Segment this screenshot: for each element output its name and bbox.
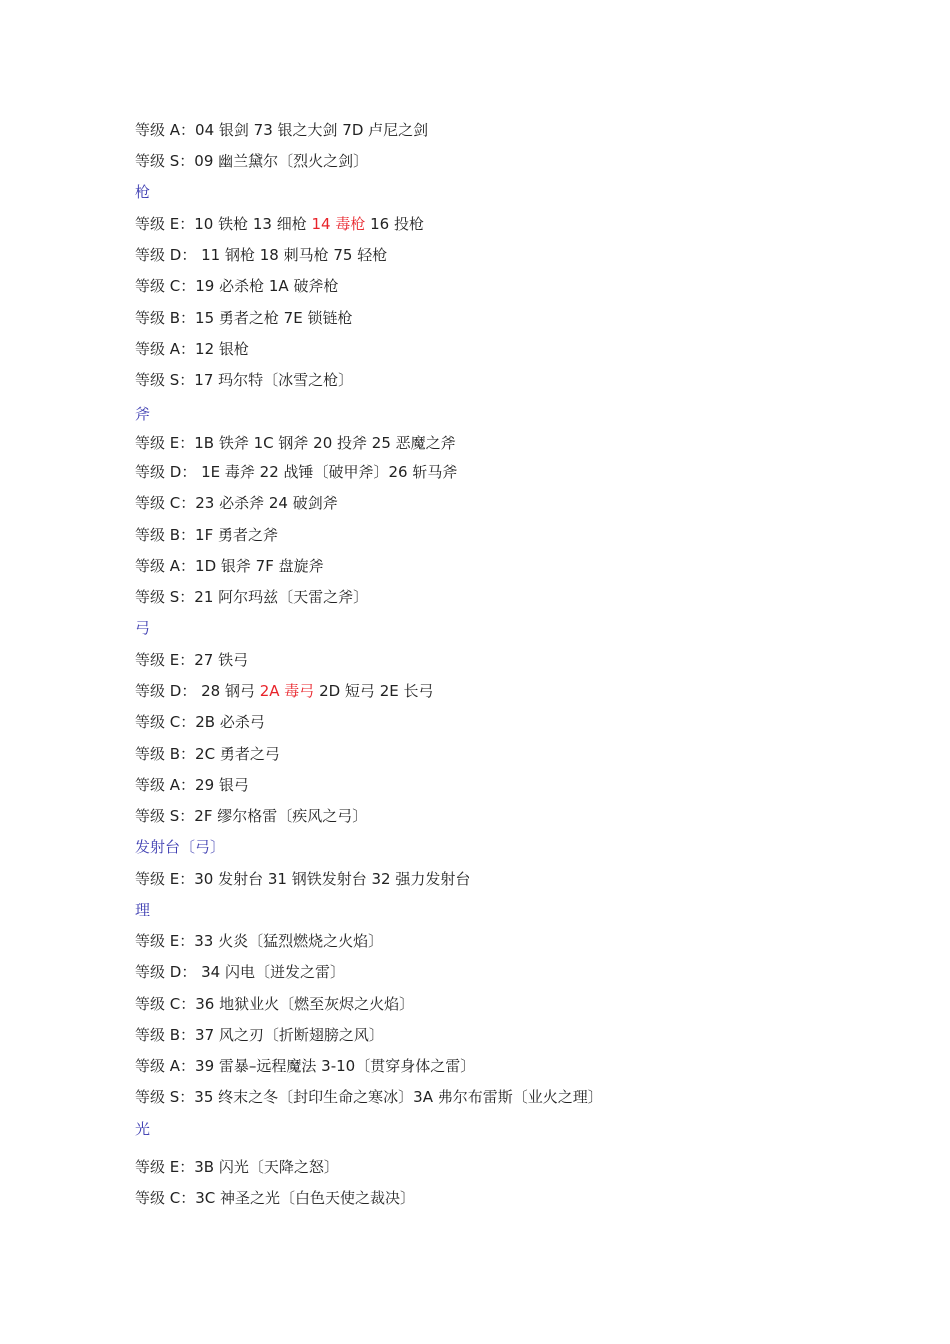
weapon-rank-line (135, 151, 368, 171)
line-text: 等级 S：35 终末之冬〔封印生命之寒冰〕3A 弗尔布雷斯〔业火之理〕 (135, 1088, 603, 1106)
line-text: 等级 A：29 银弓 (135, 776, 249, 794)
line-text: 等级 A：04 银剑 73 银之大剑 7D 卢尼之剑 (135, 121, 429, 139)
line-text: 等级 E：3B 闪光〔天降之怒〕 (135, 1158, 339, 1176)
weapon-rank-line (135, 120, 428, 140)
line-text: 等级 A：39 雷暴–远程魔法 3-10〔贯穿身体之雷〕 (135, 1057, 476, 1075)
line-text: 等级 E：10 铁枪 13 细枪 (135, 215, 312, 233)
weapon-rank-line (135, 650, 248, 670)
line-text: 等级 A：12 银枪 (135, 340, 249, 358)
line-text: 理 (135, 901, 151, 919)
line-text: 2D 短弓 2E 长弓 (314, 682, 434, 700)
line-text: 等级 C：2B 必杀弓 (135, 713, 265, 731)
line-text: 等级 C：23 必杀斧 24 破剑斧 (135, 494, 338, 512)
weapon-rank-line (135, 1087, 603, 1107)
weapon-rank-line (135, 1157, 339, 1177)
section-heading (135, 404, 150, 424)
section-heading (135, 837, 225, 857)
line-text: 等级 B：2C 勇者之弓 (135, 745, 280, 763)
weapon-rank-line (135, 931, 383, 951)
line-text: 等级 S：09 幽兰黛尔〔烈火之剑〕 (135, 152, 369, 170)
line-text: 光 (135, 1120, 151, 1138)
weapon-rank-line (135, 744, 280, 764)
section-heading (135, 900, 150, 920)
weapon-rank-line (135, 712, 265, 732)
weapon-rank-line (135, 1188, 415, 1208)
weapon-rank-line (135, 775, 249, 795)
weapon-rank-line (135, 370, 353, 390)
weapon-rank-line (135, 1025, 384, 1045)
line-text: 等级 A：1D 银斧 7F 盘旋斧 (135, 557, 324, 575)
line-text: 等级 S：21 阿尔玛兹〔天雷之斧〕 (135, 588, 369, 606)
weapon-rank-line (135, 276, 338, 296)
section-heading (135, 1119, 150, 1139)
line-text: 等级 B：37 风之刃〔折断翅膀之风〕 (135, 1026, 384, 1044)
weapon-rank-line (135, 493, 338, 513)
weapon-rank-line (135, 433, 456, 453)
weapon-rank-line (135, 308, 352, 328)
line-text: 枪 (135, 183, 151, 201)
line-text: 等级 C：3C 神圣之光〔白色天使之裁决〕 (135, 1189, 416, 1207)
weapon-rank-line (135, 806, 367, 826)
weapon-rank-line (135, 245, 387, 265)
line-text: 等级 C：36 地狱业火〔燃至灰烬之火焰〕 (135, 995, 415, 1013)
weapon-rank-line (135, 962, 345, 982)
weapon-rank-line (135, 994, 414, 1014)
line-text: 等级 E：1B 铁斧 1C 钢斧 20 投斧 25 恶魔之斧 (135, 434, 456, 452)
line-text: 弓 (135, 619, 151, 637)
weapon-rank-line (135, 525, 278, 545)
line-text: 等级 S：17 玛尔特〔冰雪之枪〕 (135, 371, 354, 389)
highlighted-item: 2A 毒弓 (259, 682, 315, 700)
line-text: 等级 E：33 火炎〔猛烈燃烧之火焰〕 (135, 932, 384, 950)
weapon-rank-line (135, 462, 457, 482)
weapon-rank-line (135, 587, 368, 607)
weapon-rank-line (135, 556, 324, 576)
highlighted-item: 14 毒枪 (311, 215, 366, 233)
line-text: 等级 B：1F 勇者之斧 (135, 526, 278, 544)
line-text: 等级 B：15 勇者之枪 7E 锁链枪 (135, 309, 353, 327)
line-text: 等级 D： 1E 毒斧 22 战锤〔破甲斧〕26 斩马斧 (135, 463, 458, 481)
line-text: 等级 E：27 铁弓 (135, 651, 249, 669)
line-text: 等级 D： 34 闪电〔迸发之雷〕 (135, 963, 345, 981)
weapon-rank-line (135, 214, 424, 234)
line-text: 16 投枪 (365, 215, 424, 233)
line-text: 斧 (135, 405, 151, 423)
line-text: 等级 E：30 发射台 31 钢铁发射台 32 强力发射台 (135, 870, 471, 888)
weapon-rank-line (135, 869, 470, 889)
line-text: 发射台〔弓〕 (135, 838, 226, 856)
line-text: 等级 C：19 必杀枪 1A 破斧枪 (135, 277, 339, 295)
weapon-rank-line (135, 1056, 475, 1076)
line-text: 等级 D： 11 钢枪 18 刺马枪 75 轻枪 (135, 246, 388, 264)
section-heading (135, 182, 150, 202)
weapon-rank-line (135, 339, 249, 359)
section-heading (135, 618, 150, 638)
line-text: 等级 S：2F 缪尔格雷〔疾风之弓〕 (135, 807, 368, 825)
line-text: 等级 D： 28 钢弓 (135, 682, 260, 700)
weapon-rank-line (135, 681, 433, 701)
